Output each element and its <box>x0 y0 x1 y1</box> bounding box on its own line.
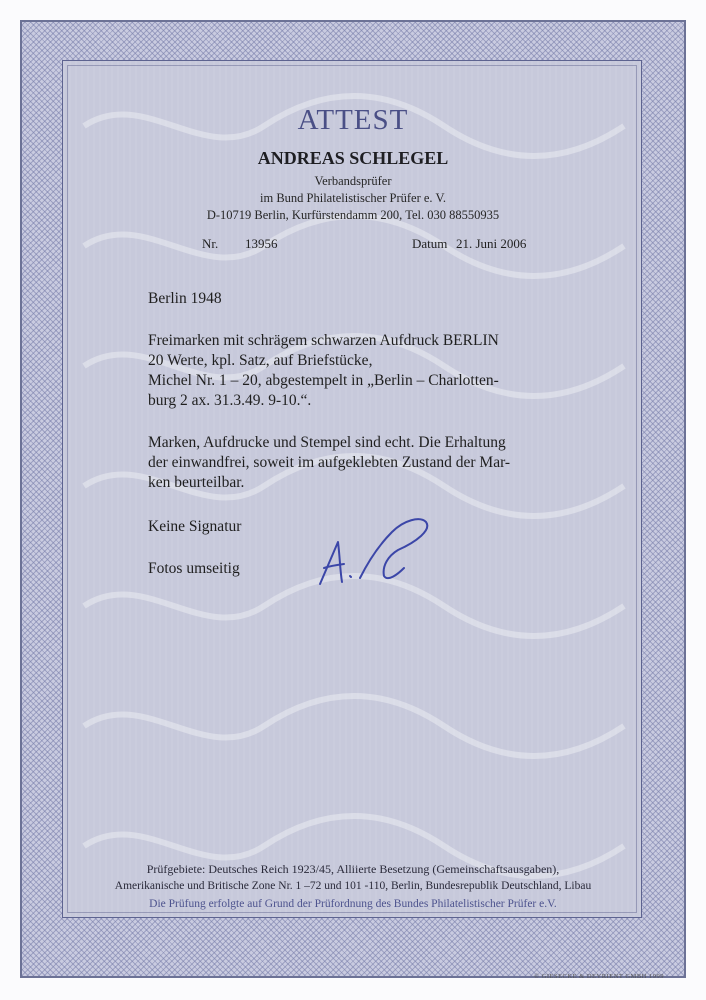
expert-association: im Bund Philatelistischer Prüfer e. V. <box>260 191 446 205</box>
number-label: Nr. <box>202 236 219 251</box>
certificate-title: ATTEST <box>297 104 409 136</box>
assessment-line: Marken, Aufdrucke und Stempel sind echt. Die Erhaltung <box>148 434 506 451</box>
footer-regulation-line: Die Prüfung erfolgte auf Grund der Prüfordnung des Bundes Philatelistischer Prüfer e.V. <box>149 898 557 910</box>
date-label: Datum <box>412 236 448 251</box>
signature-note: Keine Signatur <box>148 518 242 535</box>
assessment-line: ken beurteilbar. <box>148 474 245 491</box>
item-heading: Berlin 1948 <box>148 290 222 307</box>
description-line: Michel Nr. 1 – 20, abgestempelt in „Berlin – Charlotten- <box>148 372 499 389</box>
description-line: 20 Werte, kpl. Satz, auf Briefstücke, <box>148 352 373 369</box>
printer-copyright: © GIESECKE & DEVRIENT GMBH 1999 <box>534 973 664 980</box>
handwritten-signature <box>312 512 438 592</box>
description-line: Freimarken mit schrägem schwarzen Aufdruck BERLIN <box>148 332 499 349</box>
expert-address: D-10719 Berlin, Kurfürstendamm 200, Tel. 030 88550935 <box>206 208 500 222</box>
certificate-date: 21. Juni 2006 <box>456 236 527 251</box>
expert-name: ANDREAS SCHLEGEL <box>257 148 449 168</box>
description-line: burg 2 ax. 31.3.49. 9-10.“. <box>148 392 312 409</box>
expert-role: Verbandsprüfer <box>314 174 392 188</box>
assessment-line: der einwandfrei, soweit im aufgeklebten Zustand der Mar- <box>148 454 511 471</box>
footer-scope-line-1: Prüfgebiete: Deutsches Reich 1923/45, Alliierte Besetzung (Gemeinschaftsausgaben), <box>146 862 560 876</box>
footer-scope-line-2: Amerikanische und Britische Zone Nr. 1 –72 und 101 -110, Berlin, Bundesrepublik Deutschland, Libau <box>114 880 592 892</box>
photos-note: Fotos umseitig <box>148 560 240 577</box>
certificate-number: 13956 <box>245 236 278 251</box>
